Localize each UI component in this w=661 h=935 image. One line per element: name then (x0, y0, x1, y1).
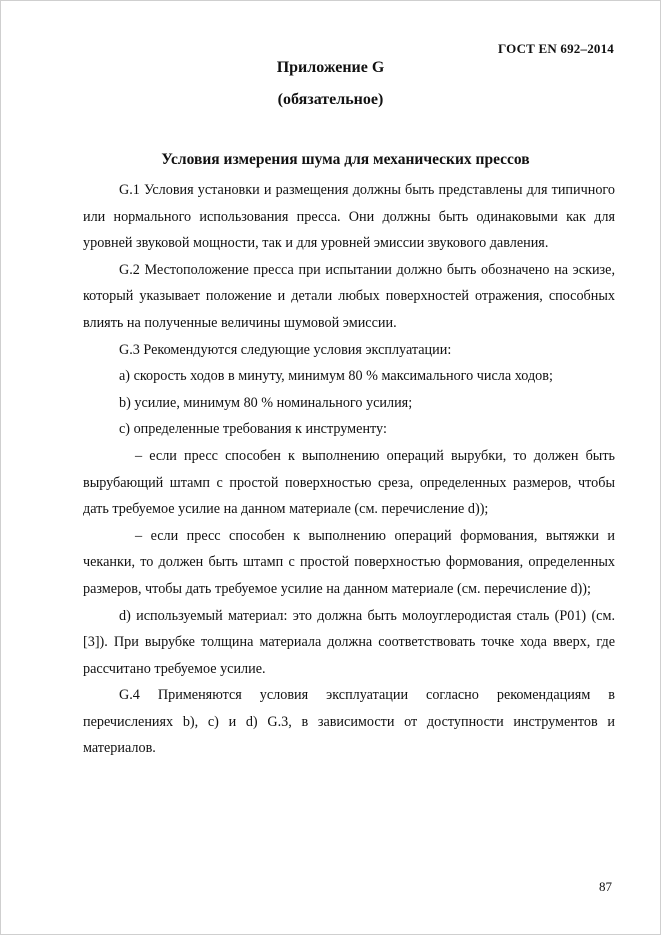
paragraph-g1: G.1 Условия установки и размещения должны быть представлены для типичного или нормального использования пресса. Они должны быть одинаковыми как для уровней звуковой мощности, так и для уровней эмиссии звукового давления. (83, 182, 615, 252)
paragraph-g2: G.2 Местоположение пресса при испытании должно быть обозначено на эскизе, который указывает положение и детали любых поверхностей отражения, способных влиять на полученные величины шумовой эмиссии. (83, 261, 615, 331)
list-item-a: a) скорость ходов в минуту, минимум 80 % максимального числа ходов; (119, 368, 553, 385)
body-text (83, 177, 615, 762)
annex-status: (обязательное) (277, 91, 384, 108)
paragraph-g3: G.3 Рекомендуются следующие условия эксплуатации: (119, 341, 452, 358)
list-item-b: b) усилие, минимум 80 % номинального усилия; (119, 394, 413, 411)
annex-title: Приложение G (276, 59, 385, 76)
section-title: Условия измерения шума для механических прессов (161, 151, 530, 168)
dash-item-blanking: – если пресс способен к выполнению операций вырубки, то должен быть вырубающий штамп с простой поверхностью среза, определенных размеров, чтобы дать требуемое усилие на данном материале (см. перечисление d)); (83, 447, 615, 518)
page-number: 87 (599, 879, 612, 894)
paragraph-g4: G.4 Применяются условия эксплуатации согласно рекомендациям в перечислениях b), c) и d) G.3, в зависимости от доступности инструментов и материалов. (83, 687, 615, 757)
list-item-d: d) используемый материал: это должна быть молоуглеродистая сталь (P01) (см. [3]). При вырубке толщина материала должна соответствовать точке хода вверх, где рассчитано требуемое усилие. (83, 607, 615, 677)
standard-code: ГОСТ EN 692–2014 (497, 41, 614, 56)
dash-item-forming: – если пресс способен к выполнению операций формования, вытяжки и чеканки, то должен быть штамп с простой поверхностью формования, определенных размеров, чтобы дать требуемое усилие на данном материале (см. перечисление d)); (83, 527, 615, 597)
list-item-c: c) определенные требования к инструменту: (119, 421, 387, 438)
